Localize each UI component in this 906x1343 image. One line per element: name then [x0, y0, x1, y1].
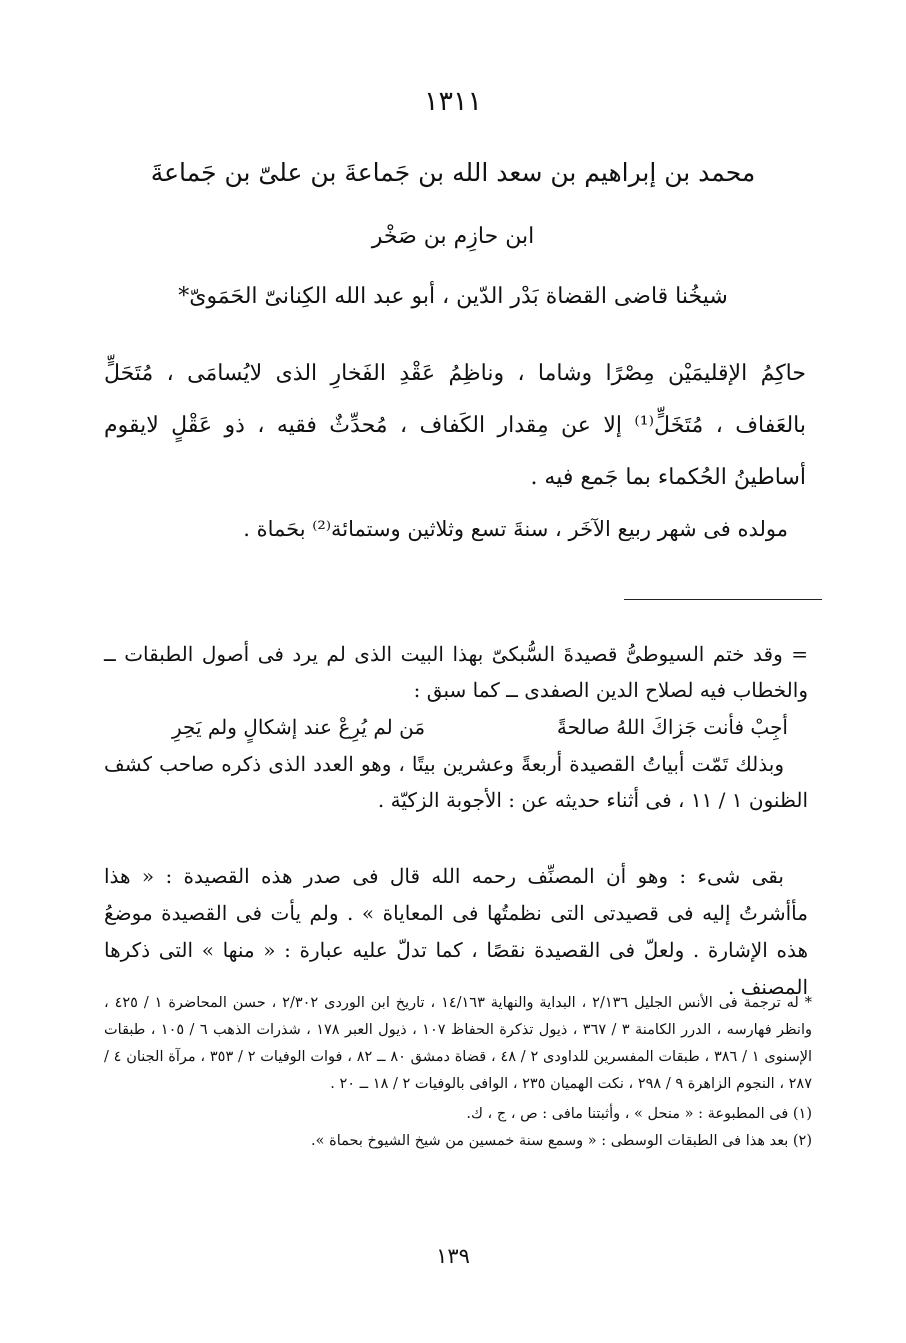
footnote-2: (٢) بعد هذا فى الطبقات الوسطى : « وسمع سنة خمسين من شيخ الشيوخ بحماة ». — [311, 1133, 812, 1149]
editor-note — [104, 858, 808, 1006]
verse-first-hemistich: أجِبْ فأنت جَزاكَ اللهُ صالحةً — [556, 715, 788, 739]
biography-paragraph: حاكِمُ الإقليمَيْن مِصْرًا وشاما ، وناظِمُ عَقْدِ الفَخارِ الذى لايُسامَى ، مُتَحَلٍّ بالعَفاف ، مُتَخَلٍّ⁽¹⁾ إلا عن مِقدار الكَفاف ، مُحدِّثٌ فقيه ، ذو عَقْلٍ لايقوم أساطينُ الحُكماء بما جَمع فيه . — [104, 361, 806, 490]
footnote-sources: * له ترجمة فى الأنس الجليل ٢/١٣٦ ، البداية والنهاية ١٤/١٦٣ ، تاريخ ابن الوردى ٢/٣٠٢ ، حسن المحاضرة ١ / ٤٢٥ ، وانظر فهارسه ، الدرر الكامنة ٣ / ٣٦٧ ، ذيول تذكرة الحفاظ ١٠٧ ، ذيول العبر ١٧٨ ، شذرات الذهب ٦ / ١٠٥ ، طبقات الإسنوى ١ / ٣٨٦ ، طبقات المفسرين للداودى ٢ / ٤٨ ، قضاة دمشق ٨٠ ــ ٨٢ ، فوات الوفيات ٢ / ٣٥٣ ، مرآة الجنان ٤ / ٢٨٧ ، النجوم الزاهرة ٩ / ٢٩٨ ، نكت الهميان ٢٣٥ ، الوافى بالوفيات ٢ / ١٨ ــ ٢٠ . — [104, 995, 813, 1092]
continued-note-after: وبذلك تَمّت أبياتُ القصيدة أربعةً وعشرين بيتًا ، وهو العدد الذى ذكره صاحب كشف الظنون ١ / ١١ ، فى أثناء حديثه عن : الأجوبة الزكيّة . — [104, 752, 808, 812]
page-number: ١٣٩ — [436, 1244, 470, 1268]
biography-name-line-2: ابن حازِم بن صَخْر — [371, 224, 535, 249]
footnote-1: (١) فى المطبوعة : « منحل » ، وأثبتنا مافى : ص ، ج ، ك. — [466, 1106, 812, 1122]
biography-name-line-1: محمد بن إبراهيم بن سعد الله بن جَماعةَ بن علىّ بن جَماعةَ — [150, 158, 756, 187]
verse-second-hemistich: مَن لم يُرِعْ عند إشكالٍ ولم يَحِرِ — [172, 715, 426, 739]
footnote-separator — [624, 599, 822, 600]
biography-body — [104, 348, 806, 504]
continued-note-intro: = وقد ختم السيوطىُّ قصيدةَ السُّبكىّ بهذا البيت الذى لم يرد فى أصول الطبقات ــ والخطاب فيه لصلاح الدين الصفدى ــ كما سبق : — [104, 642, 808, 702]
birth-line: مولده فى شهر ربيع الآخَر ، سنةَ تسع وثلاثين وستمائة⁽²⁾ بحَماة . — [243, 517, 788, 541]
continued-footnote — [104, 636, 808, 818]
editor-note-text: بقى شىء : وهو أن المصنِّف رحمه الله قال فى صدر هذه القصيدة : « هذا مأأشرتُ إليه فى قصيدتى التى نظمتُها فى المعاياة » . ولم يأت فى القصيدة موضعُ هذه الإشارة . ولعلّ فى القصيدة نقصًا ، كما تدلّ عليه عبارة : « منها » التى ذكرها المصنف . — [104, 864, 808, 999]
biography-title-line: شيخُنا قاضى القضاة بَدْر الدّين ، أبو عبد الله الكِنانىّ الحَمَوىّ* — [178, 284, 728, 309]
entry-number: ١٣١١ — [423, 86, 482, 117]
footnotes — [104, 990, 812, 1155]
poem-verse — [104, 708, 808, 746]
